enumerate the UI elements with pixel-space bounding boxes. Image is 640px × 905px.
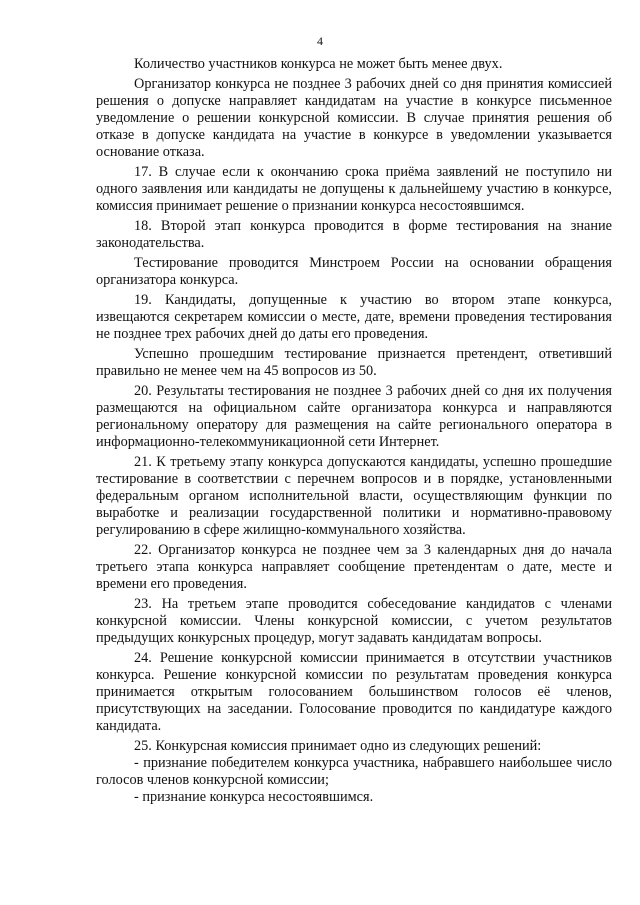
paragraph-item-23: 23. На третьем этапе проводится собеседование кандидатов с членами конкурсной комиссии. Члены конкурсной комиссии, с учетом результатов предыдущих конкурсных процедур, могут задавать кандидатам вопросы.: [96, 596, 612, 646]
list-item-failed: - признание конкурса несостоявшимся.: [134, 788, 374, 805]
paragraph-passing-score: Успешно прошедшим тестирование признается претендент, ответивший правильно не менее чем на 45 вопросов из 50.: [96, 346, 612, 380]
paragraph-item-25: 25. Конкурсная комиссия принимает одно из следующих решений:: [134, 738, 542, 754]
paragraph-item-19: 19. Кандидаты, допущенные к участию во втором этапе конкурса, извещаются секретарем комиссии о месте, дате, времени проведения тестирования не позднее трех рабочих дней до даты его проведения.: [96, 292, 612, 343]
document-body: [96, 56, 612, 806]
paragraph-item-17: 17. В случае если к окончанию срока приёма заявлений не поступило ни одного заявления или кандидаты не допущены к дальнейшему участию в конкурсе, комиссия принимает решение о признании конкурса несостоявшимся.: [96, 164, 612, 214]
page-number: 4: [317, 34, 323, 48]
paragraph-testing-minstroy: Тестирование проводится Минстроем России на основании обращения организатора конкурса.: [96, 255, 612, 289]
paragraph-item-21: 21. К третьему этапу конкурса допускаются кандидаты, успешно прошедшие тестирование в соответствии с перечнем вопросов и в порядке, установленными федеральным органом исполнительной власти, осуществляющим функции по выработке и реализации государственной политики и нормативно-правовому регулированию в сфере жилищно-коммунального хозяйства.: [96, 454, 612, 538]
list-item-winner: - признание победителем конкурса участника, набравшего наибольшее число голосов членов конкурсной комиссии;: [96, 754, 612, 788]
paragraph-item-20: 20. Результаты тестирования не позднее 3 рабочих дней со дня их получения размещаются на официальном сайте организатора конкурса и направляются региональному оператору для размещения на сайте регионального оператора в информационно-телекоммуникационной сети Интернет.: [96, 383, 612, 451]
paragraph-item-24: 24. Решение конкурсной комиссии принимается в отсутствии участников конкурса. Решение конкурсной комиссии по результатам проведения конкурса принимается открытым голосованием большинством голосов её членов, присутствующих на заседании. Голосование проводится по кандидатуре каждого кандидата.: [96, 650, 612, 734]
paragraph-item-18: 18. Второй этап конкурса проводится в форме тестирования на знание законодательства.: [96, 218, 612, 251]
paragraph-item-22: 22. Организатор конкурса не позднее чем за 3 календарных дня до начала третьего этапа конкурса направляет сообщение претендентам о дате, месте и времени его проведения.: [96, 542, 612, 592]
paragraph-admission-notice: Организатор конкурса не позднее 3 рабочих дней со дня принятия комиссией решения о допуске направляет кандидатам на участие в конкурсе письменное уведомление о решении конкурсной комиссии. В случае принятия решения об отказе в допуске кандидата на участие в конкурсе в уведомлении указывается основание отказа.: [96, 76, 612, 160]
paragraph-min-participants: Количество участников конкурса не может быть менее двух.: [134, 56, 503, 72]
